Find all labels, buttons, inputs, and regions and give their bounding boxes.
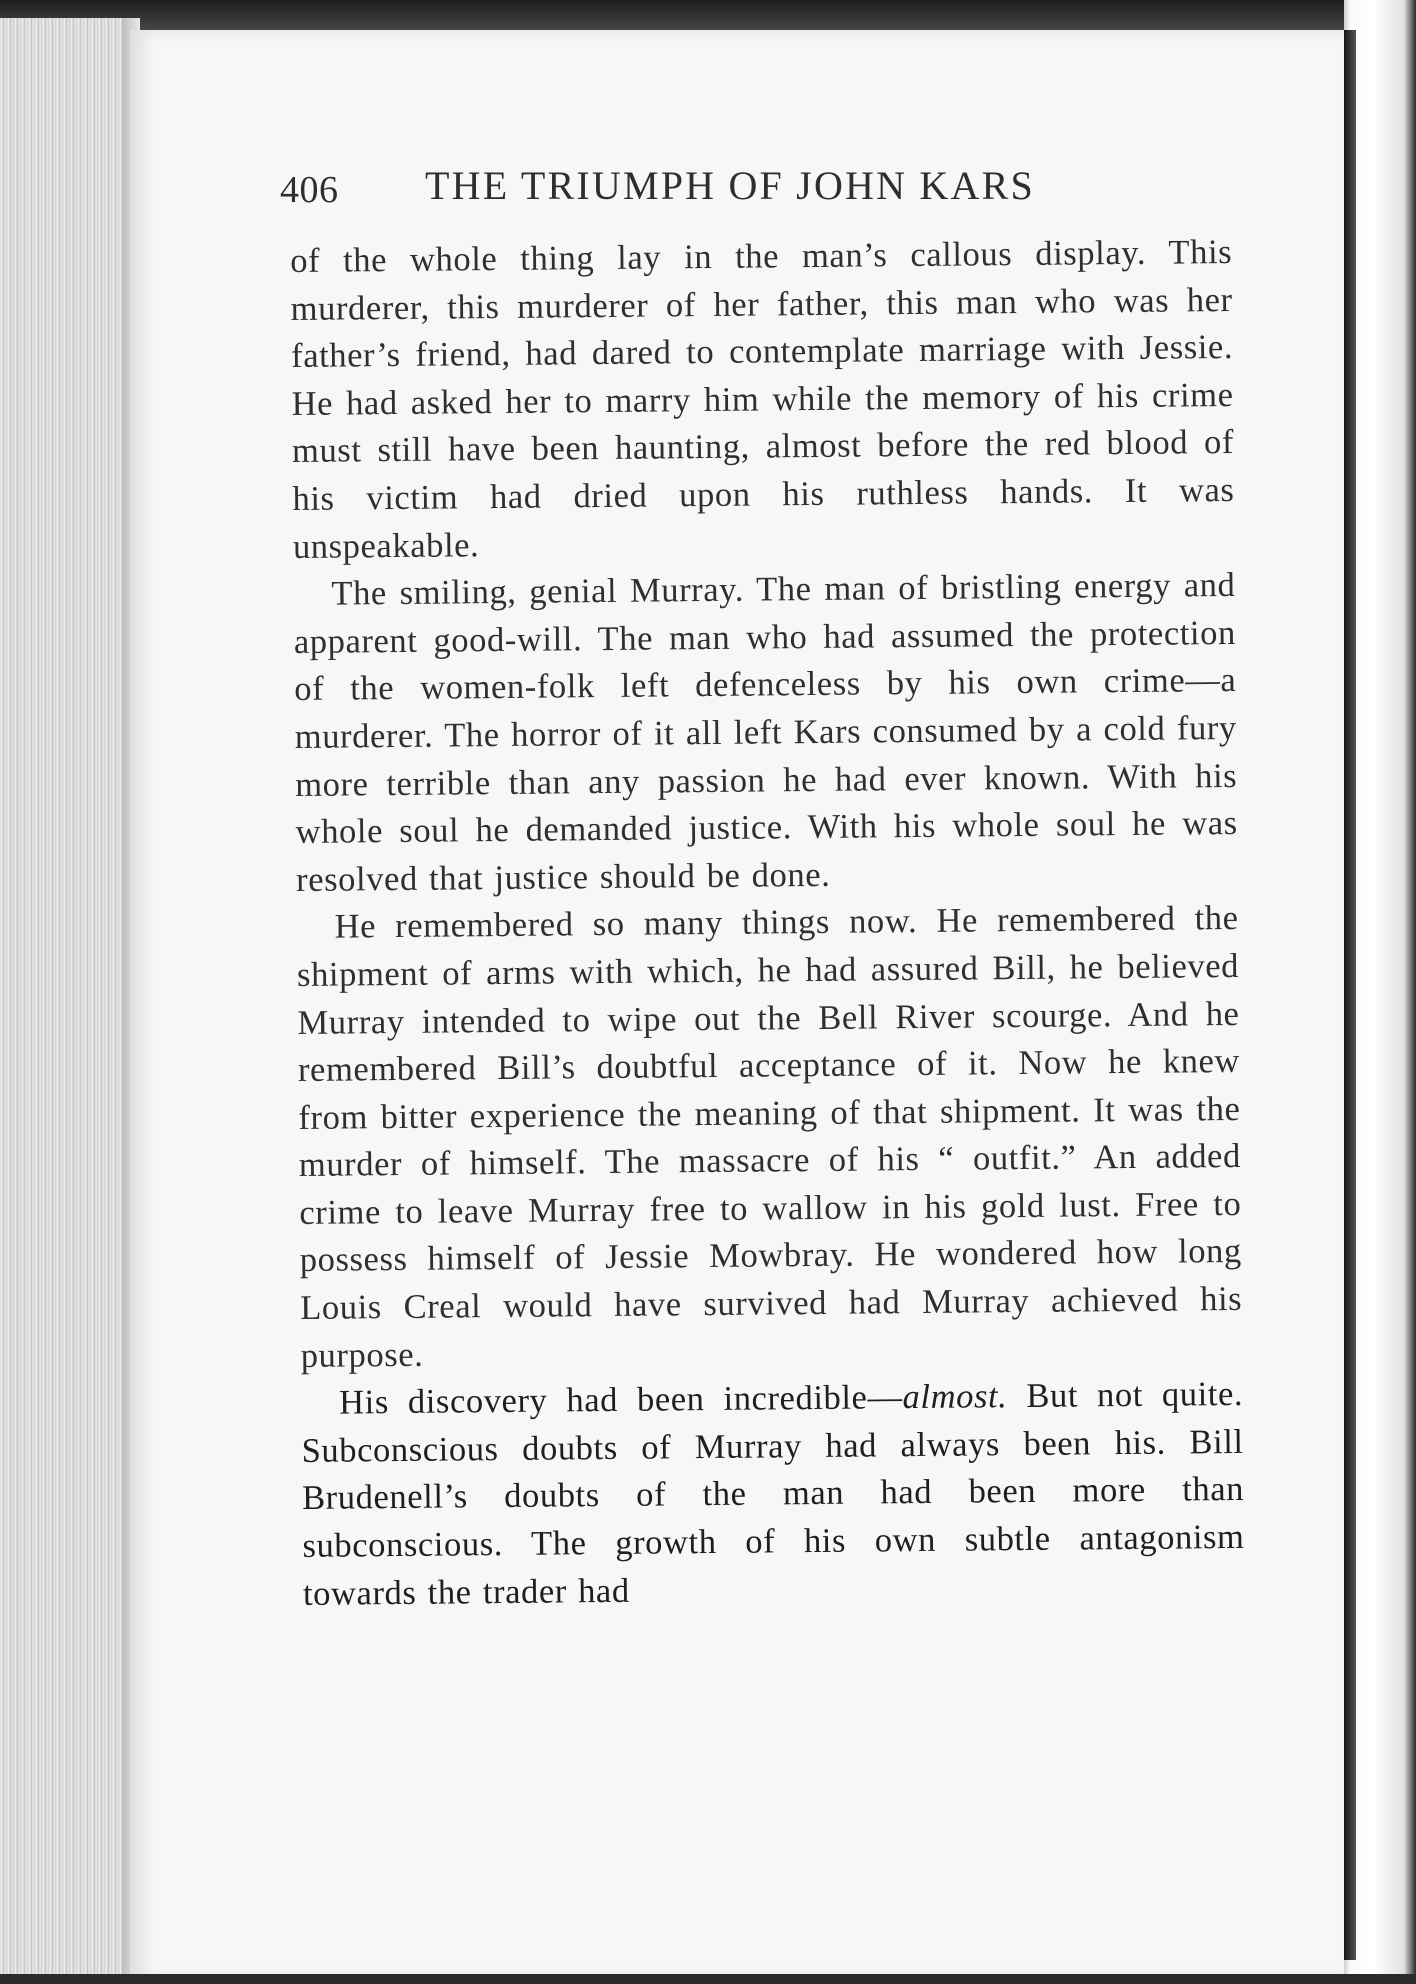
- page-header: [280, 162, 1230, 222]
- paragraph-4-emphasis: almost.: [902, 1377, 1008, 1417]
- paragraph-4-end: But not quite. Subconscious doubts of Murray had always been his. Bill Brudenell’s doubts of the man had been more than subconscious. The growth of his own subtle antagonism towards the trader had: [301, 1375, 1245, 1613]
- running-title: THE TRIUMPH OF JOHN KARS: [425, 163, 1035, 208]
- scan-top-border: [0, 0, 1416, 34]
- paragraph-2: The smiling, genial Murray. The man of bristling energy and apparent good-will. The man who had assumed the protection of the women-folk left defenceless by his own crime—a murderer. The horror of it all left Kars consumed by a cold fury more terrible than any passion he had ever known. With his whole soul he demanded justice. With his whole soul he was resolved that justice should be done.: [293, 566, 1238, 899]
- paragraph-1: of the whole thing lay in the man’s callous display. This murderer, this murderer of her father, this man who was her father’s friend, had dared to contemplate marriage with Jessie. He had asked her to marry him while the memory of his crime must still have been haunting, almost before the red blood of his victim had dried upon his ruthless hands. It was unspeakable.: [290, 232, 1235, 566]
- paragraph-4-start: His discovery had been incredible—: [339, 1378, 903, 1422]
- scan-bottom-border: [0, 1974, 1416, 1984]
- body-text: [290, 229, 1245, 1618]
- facing-page-edge: [1344, 0, 1416, 1984]
- stacked-page-edges: [0, 18, 140, 1984]
- page-number: 406: [280, 169, 339, 211]
- paragraph-4: [301, 1371, 1245, 1618]
- paragraph-3: He remembered so many things now. He remembered the shipment of arms with which, he had assured Bill, he believed Murray intended to wipe out the Bell River scourge. And he remembered Bill’s doubtful acceptance of it. Now he knew from bitter experience the meaning of that shipment. It was the murder of himself. The massacre of his “ outfit.” An added crime to leave Murray free to wallow in his gold lust. Free to possess himself of Jessie Mowbray. He wondered how long Louis Creal would have survived had Murray achieved his purpose.: [296, 899, 1243, 1375]
